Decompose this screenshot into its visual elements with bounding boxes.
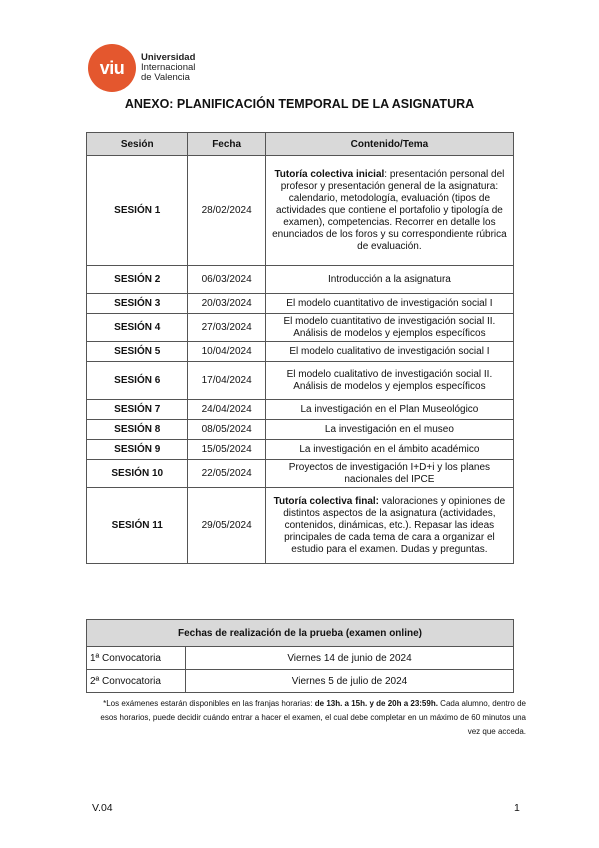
schedule-row — [87, 420, 514, 440]
content-bold: Tutoría colectiva inicial — [274, 168, 385, 180]
schedule-table — [86, 132, 514, 564]
exam-header-row — [87, 620, 514, 647]
date-cell: 29/05/2024 — [188, 488, 265, 564]
date-cell: 17/04/2024 — [188, 362, 265, 400]
content-text: La investigación en el museo — [324, 423, 454, 435]
session-cell: SESIÓN 3 — [87, 294, 188, 314]
exam-date: Viernes 5 de julio de 2024 — [186, 670, 514, 693]
content-cell — [265, 156, 513, 266]
content-text: valoraciones y opiniones de distintos aspectos de la asignatura (actividades, contenidos, dinámicas, etc.). Repasar las ideas principales de cada tema de cara a organizar el estudio para el examen. Dudas y preguntas. — [283, 495, 506, 555]
session-cell: SESIÓN 6 — [87, 362, 188, 400]
exam-dates-table — [86, 619, 514, 693]
schedule-row — [87, 460, 514, 488]
date-cell: 22/05/2024 — [188, 460, 265, 488]
content-cell — [265, 362, 513, 400]
content-cell — [265, 400, 513, 420]
schedule-row — [87, 266, 514, 294]
viu-logo-mark: viu — [88, 44, 136, 92]
content-cell — [265, 314, 513, 342]
session-cell: SESIÓN 9 — [87, 440, 188, 460]
date-cell: 08/05/2024 — [188, 420, 265, 440]
content-text: El modelo cualitativo de investigación social I — [289, 345, 490, 357]
schedule-row — [87, 488, 514, 564]
session-cell: SESIÓN 5 — [87, 342, 188, 362]
content-text: El modelo cuantitativo de investigación social I — [286, 297, 493, 309]
date-cell: 10/04/2024 — [188, 342, 265, 362]
exam-header: Fechas de realización de la prueba (examen online) — [87, 620, 514, 647]
exam-row — [87, 670, 514, 693]
schedule-row — [87, 362, 514, 400]
university-logo — [88, 44, 195, 92]
content-bold: Tutoría colectiva final: — [273, 495, 379, 507]
note-post: Cada alumno, dentro de esos horarios, puede decidir cuándo entrar a hacer el examen, el cual debe completar en un máximo de 60 minutos una vez que acceda. — [100, 699, 526, 736]
exam-date: Viernes 14 de junio de 2024 — [186, 647, 514, 670]
header-content: Contenido/Tema — [265, 133, 513, 156]
content-cell — [265, 294, 513, 314]
session-cell: SESIÓN 7 — [87, 400, 188, 420]
exam-convocatoria: 2ª Convocatoria — [87, 670, 186, 693]
exam-convocatoria: 1ª Convocatoria — [87, 647, 186, 670]
content-text: La investigación en el ámbito académico — [299, 443, 480, 455]
content-text: El modelo cuantitativo de investigación social II. Análisis de modelos y ejemplos específicos — [283, 315, 496, 339]
content-text: : presentación personal del profesor y presentación general de la asignatura: calendario, metodología, evaluación (tipos de actividades que contiene el portafolio y tipología de examen), competencias. Recorrer en detalle los enunciados de los foros y su correspondiente rúbrica de evaluación. — [272, 168, 507, 252]
schedule-row — [87, 400, 514, 420]
footer-version: V.04 — [92, 802, 113, 814]
header-session: Sesión — [87, 133, 188, 156]
date-cell: 20/03/2024 — [188, 294, 265, 314]
logo-line-1: Universidad — [141, 52, 196, 63]
page-title: ANEXO: PLANIFICACIÓN TEMPORAL DE LA ASIGNATURA — [124, 97, 475, 111]
exam-row — [87, 647, 514, 670]
session-cell: SESIÓN 11 — [87, 488, 188, 564]
session-cell: SESIÓN 4 — [87, 314, 188, 342]
schedule-row — [87, 440, 514, 460]
content-text: El modelo cualitativo de investigación social II. Análisis de modelos y ejemplos específicos — [286, 368, 493, 392]
session-cell: SESIÓN 8 — [87, 420, 188, 440]
date-cell: 15/05/2024 — [188, 440, 265, 460]
schedule-row — [87, 294, 514, 314]
exam-note — [86, 697, 526, 739]
schedule-row — [87, 314, 514, 342]
session-cell: SESIÓN 1 — [87, 156, 188, 266]
logo-line-3: de Valencia — [141, 72, 190, 83]
content-cell — [265, 440, 513, 460]
content-cell — [265, 460, 513, 488]
schedule-body — [87, 156, 514, 564]
content-text: La investigación en el Plan Museológico — [300, 403, 479, 415]
content-cell — [265, 342, 513, 362]
content-cell — [265, 420, 513, 440]
footer-page-number: 1 — [514, 802, 520, 814]
content-cell — [265, 488, 513, 564]
session-cell: SESIÓN 2 — [87, 266, 188, 294]
date-cell: 28/02/2024 — [188, 156, 265, 266]
note-hours: de 13h. a 15h. y de 20h a 23:59h. — [314, 699, 438, 708]
date-cell: 06/03/2024 — [188, 266, 265, 294]
session-cell: SESIÓN 10 — [87, 460, 188, 488]
schedule-row — [87, 156, 514, 266]
content-cell — [265, 266, 513, 294]
schedule-header-row — [87, 133, 514, 156]
content-text: Introducción a la asignatura — [327, 273, 451, 285]
date-cell: 27/03/2024 — [188, 314, 265, 342]
logo-wordmark — [141, 53, 195, 83]
note-pre: *Los exámenes estarán disponibles en las franjas horarias: — [103, 699, 315, 708]
schedule-row — [87, 342, 514, 362]
content-text: Proyectos de investigación I+D+i y los planes nacionales del IPCE — [288, 461, 491, 485]
header-date: Fecha — [188, 133, 265, 156]
date-cell: 24/04/2024 — [188, 400, 265, 420]
logo-line-2: Internacional — [141, 62, 196, 73]
